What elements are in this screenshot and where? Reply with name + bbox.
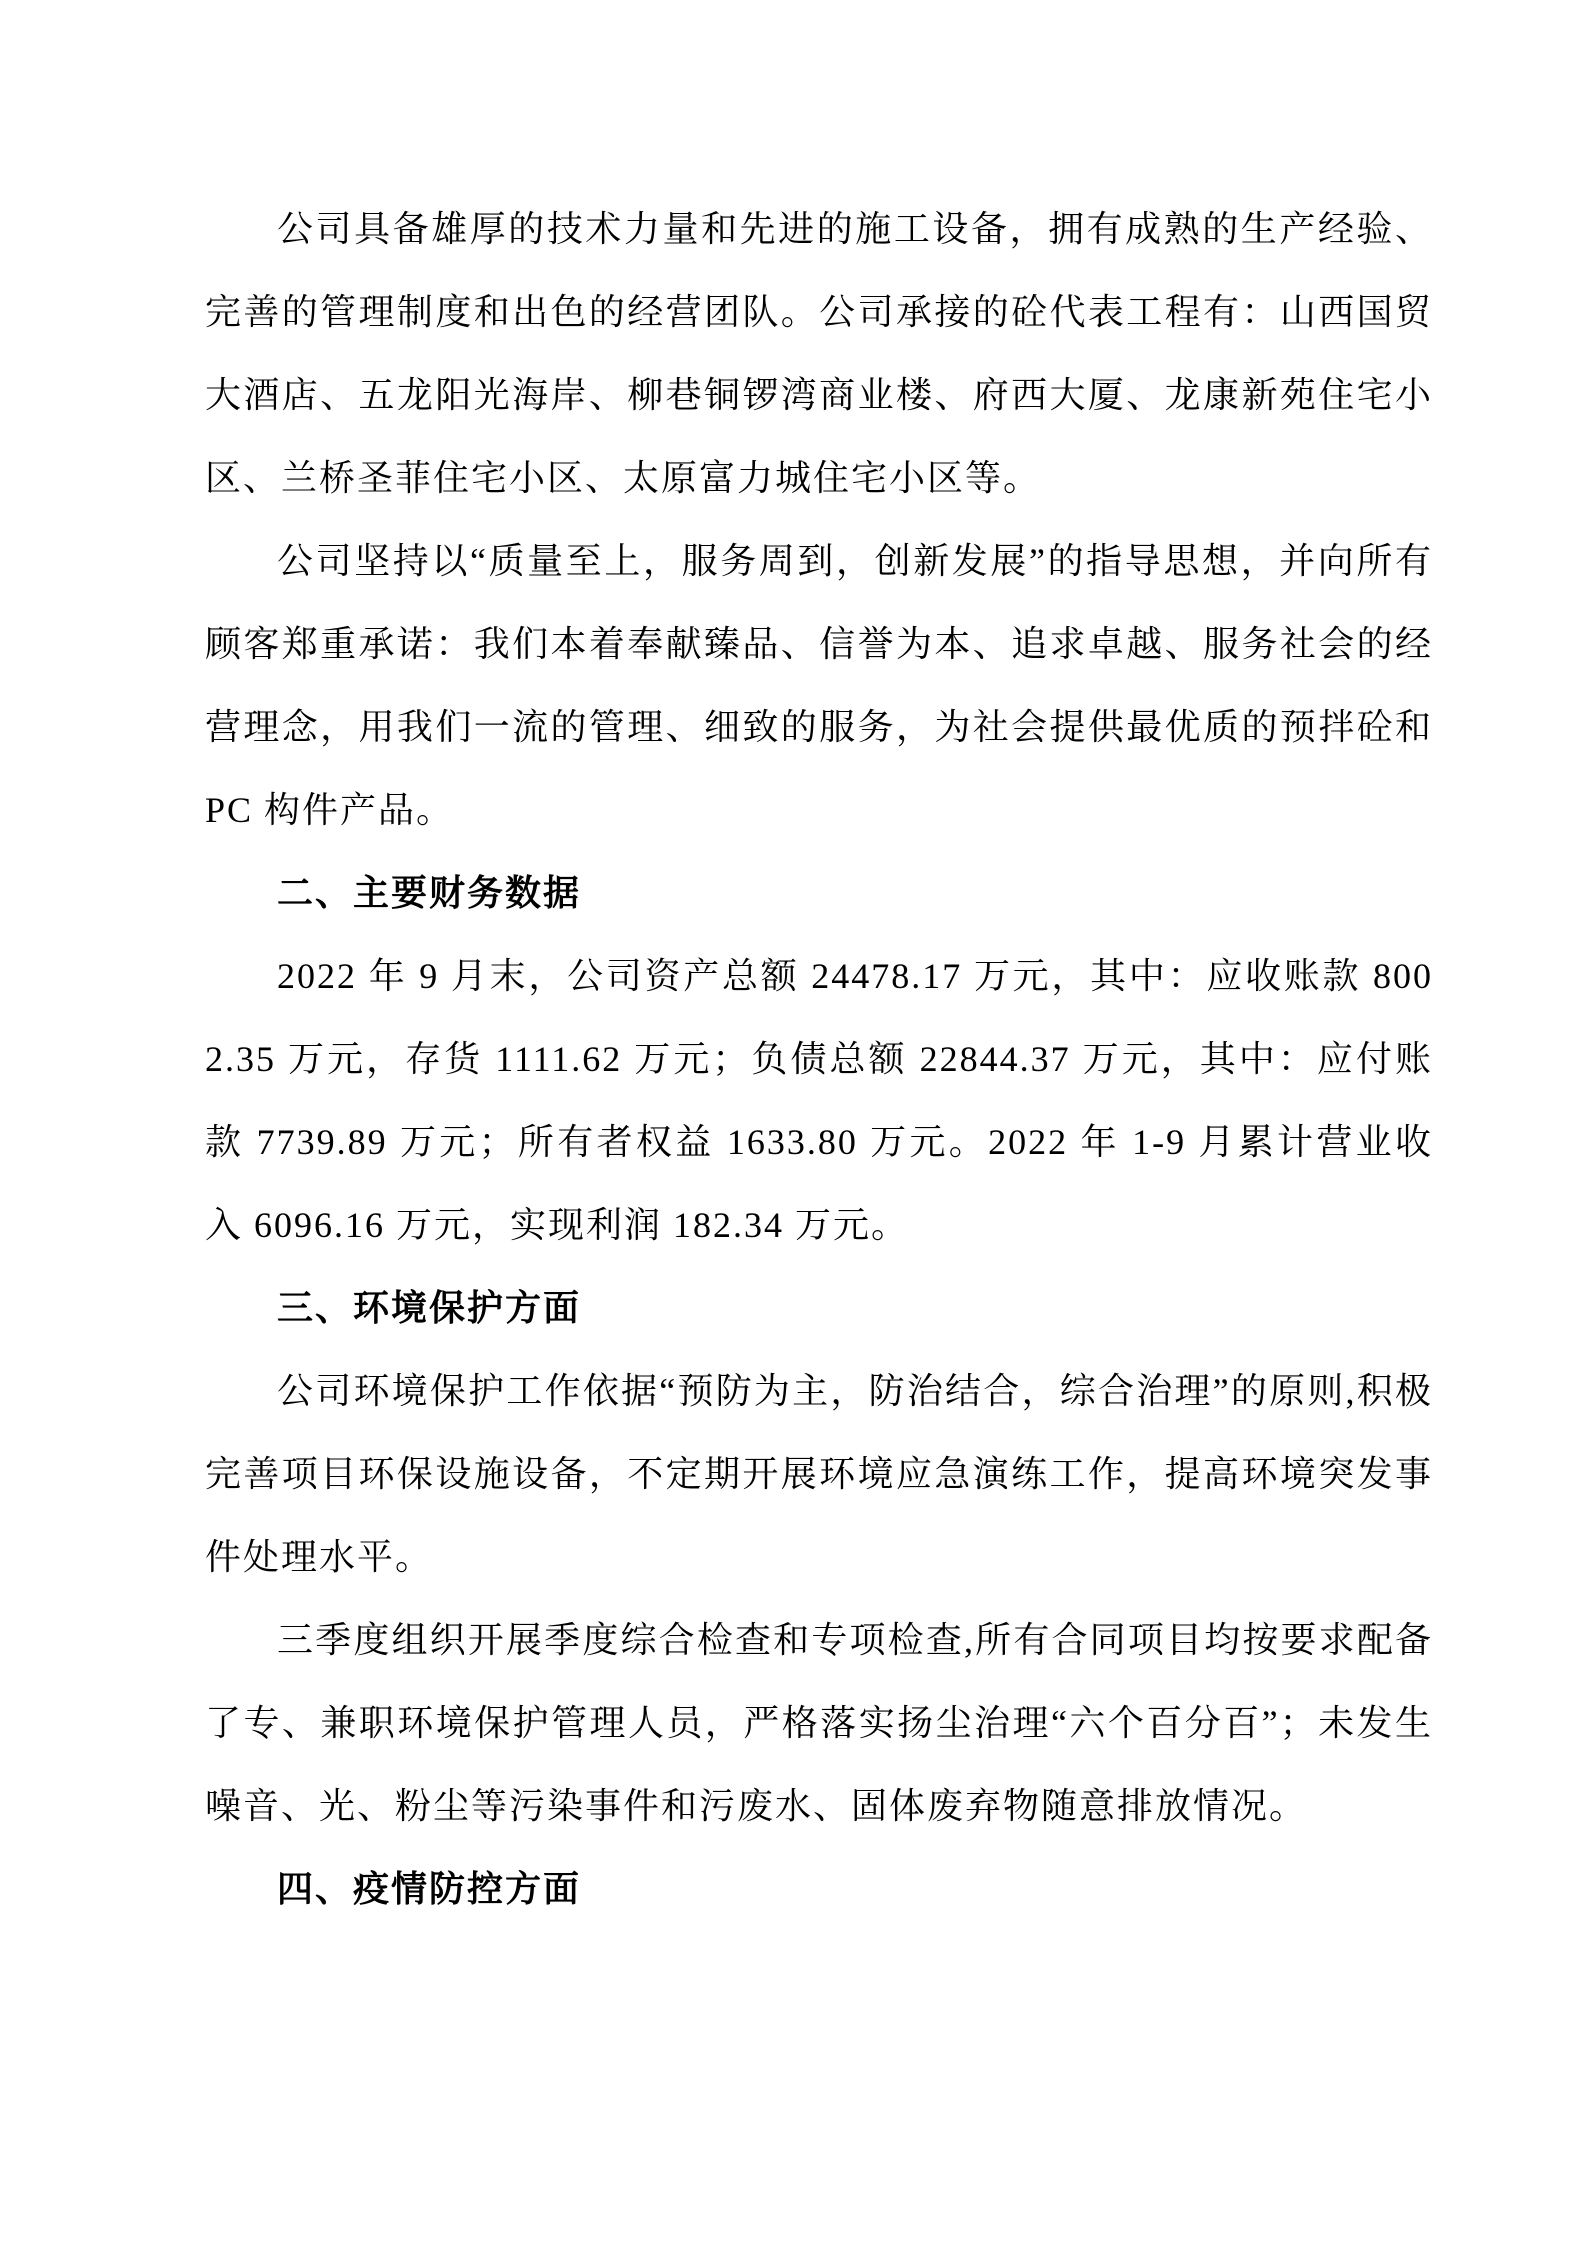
document-text-block [205, 188, 1433, 1931]
paragraph-financial-data: 2022 年 9 月末，公司资产总额 24478.17 万元，其中：应收账款 8002.35 万元，存货 1111.62 万元；负债总额 22844.37 万元，其中：应付账款 7739.89 万元；所有者权益 1633.80 万元。2022 年 1-9 月累计营业收入 6096.16 万元，实现利润 182.34 万元。 [205, 956, 1433, 1245]
section-heading-environment: 三、环境保护方面 [277, 1288, 582, 1328]
paragraph-company-strength: 公司具备雄厚的技术力量和先进的施工设备，拥有成熟的生产经验、完善的管理制度和出色的经营团队。公司承接的砼代表工程有：山西国贸大酒店、五龙阳光海岸、柳巷铜锣湾商业楼、府西大厦、龙康新苑住宅小区、兰桥圣菲住宅小区、太原富力城住宅小区等。 [205, 209, 1433, 498]
paragraph-environment-inspection: 三季度组织开展季度综合检查和专项检查,所有合同项目均按要求配备了专、兼职环境保护管理人员，严格落实扬尘治理“六个百分百”；未发生噪音、光、粉尘等污染事件和污废水、固体废弃物随意排放情况。 [205, 1620, 1433, 1826]
section-heading-financial-data: 二、主要财务数据 [277, 873, 582, 913]
paragraph-environment-policy: 公司环境保护工作依据“预防为主，防治结合，综合治理”的原则,积极完善项目环保设施设备，不定期开展环境应急演练工作，提高环境突发事件处理水平。 [205, 1371, 1433, 1577]
section-heading-pandemic-control: 四、疫情防控方面 [277, 1869, 582, 1909]
paragraph-company-commitment: 公司坚持以“质量至上，服务周到，创新发展”的指导思想，并向所有顾客郑重承诺：我们本着奉献臻品、信誉为本、追求卓越、服务社会的经营理念，用我们一流的管理、细致的服务，为社会提供最优质的预拌砼和 PC 构件产品。 [205, 541, 1433, 830]
